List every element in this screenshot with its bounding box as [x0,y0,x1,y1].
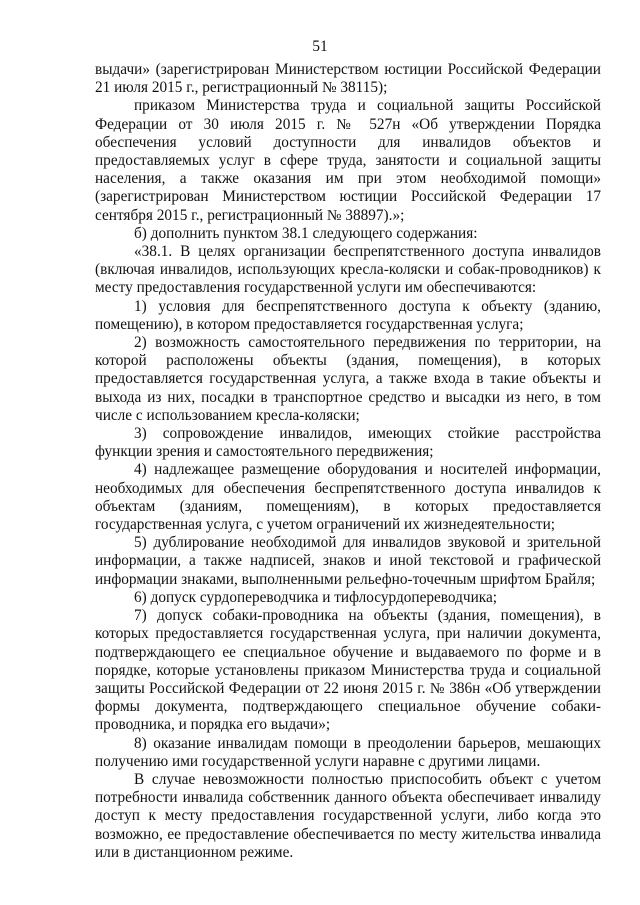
paragraph-item-b: б) дополнить пунктом 38.1 следующего содержания: [134,224,478,242]
paragraph-continuation: выдачи» (зарегистрирован Министерством юстиции Российской Федерации 21 июля 2015 г., регистрационный № 38115); [95,61,601,97]
list-item-5: 5) дублирование необходимой для инвалидов звуковой и зрительной информации, а также надписей, знаков и иной текстовой и графической информации знаками, выполненными рельефно-точечным шрифтом Брайля; [95,534,601,588]
list-item-1: 1) условия для беспрепятственного доступа к объекту (зданию, помещению), в котором предоставляется государственная услуга; [95,297,601,333]
list-item-3: 3) сопровождение инвалидов, имеющих стойкие расстройства функции зрения и самостоятельного передвижения; [95,425,601,461]
list-item-2: 2) возможность самостоятельного передвижения по территории, на которой расположены объекты (здания, помещения), в которых предоставляется государственная услуга, а также входа в такие объекты и выхода из них, посадки в транспортное средство и высадки из него, в том числе с использованием кресла-коляски; [95,334,601,424]
page-number: 51 [312,38,328,55]
list-item-6: 6) допуск сурдопереводчика и тифлосурдопереводчика; [134,588,498,606]
paragraph-order-527n: приказом Министерства труда и социальной защиты Российской Федерации от 30 июля 2015 г. № 527н «Об утверждении Порядка обеспечения условий доступности для инвалидов объектов и предоставляемых услуг в сфере труда, занятости и социальной защиты населения, а также оказания им при этом необходимой помощи» (зарегистрирован Министерством юстиции Российской Федерации 17 сентября 2015 г., регистрационный № 38897).»; [95,97,601,224]
list-item-7: 7) допуск собаки-проводника на объекты (здания, помещения), в которых предоставляется государственная услуга, при наличии документа, подтверждающего ее специальное обучение и выдаваемого по форме и в порядке, которые установлены приказом Министерства труда и социальной защиты Российской Федерации от 22 июня 2015 г. № 386н «Об утверждении формы документа, подтверждающего специальное обучение собаки-проводника, и порядка его выдачи»; [95,607,601,734]
list-item-4: 4) надлежащее размещение оборудования и носителей информации, необходимых для обеспечения беспрепятственного доступа инвалидов к объектам (зданиям, помещениям), в которых предоставляется государственная услуга, с учетом ограничений их жизнедеятельности; [95,461,601,534]
list-item-8: 8) оказание инвалидам помощи в преодолении барьеров, мешающих получению ими государственной услуги наравне с другими лицами. [95,734,601,770]
paragraph-closing: В случае невозможности полностью приспособить объект с учетом потребности инвалида собственник данного объекта обеспечивает инвалиду доступ к месту предоставления государственной услуги, либо когда это возможно, ее предоставление обеспечивается по месту жительства инвалида или в дистанционном режиме. [95,770,601,861]
paragraph-point-38-1: «38.1. В целях организации беспрепятственного доступа инвалидов (включая инвалидов, использующих кресла-коляски и собак-проводников) к месту предоставления государственной услуги им обеспечиваются: [95,243,601,297]
document-body [95,61,601,862]
